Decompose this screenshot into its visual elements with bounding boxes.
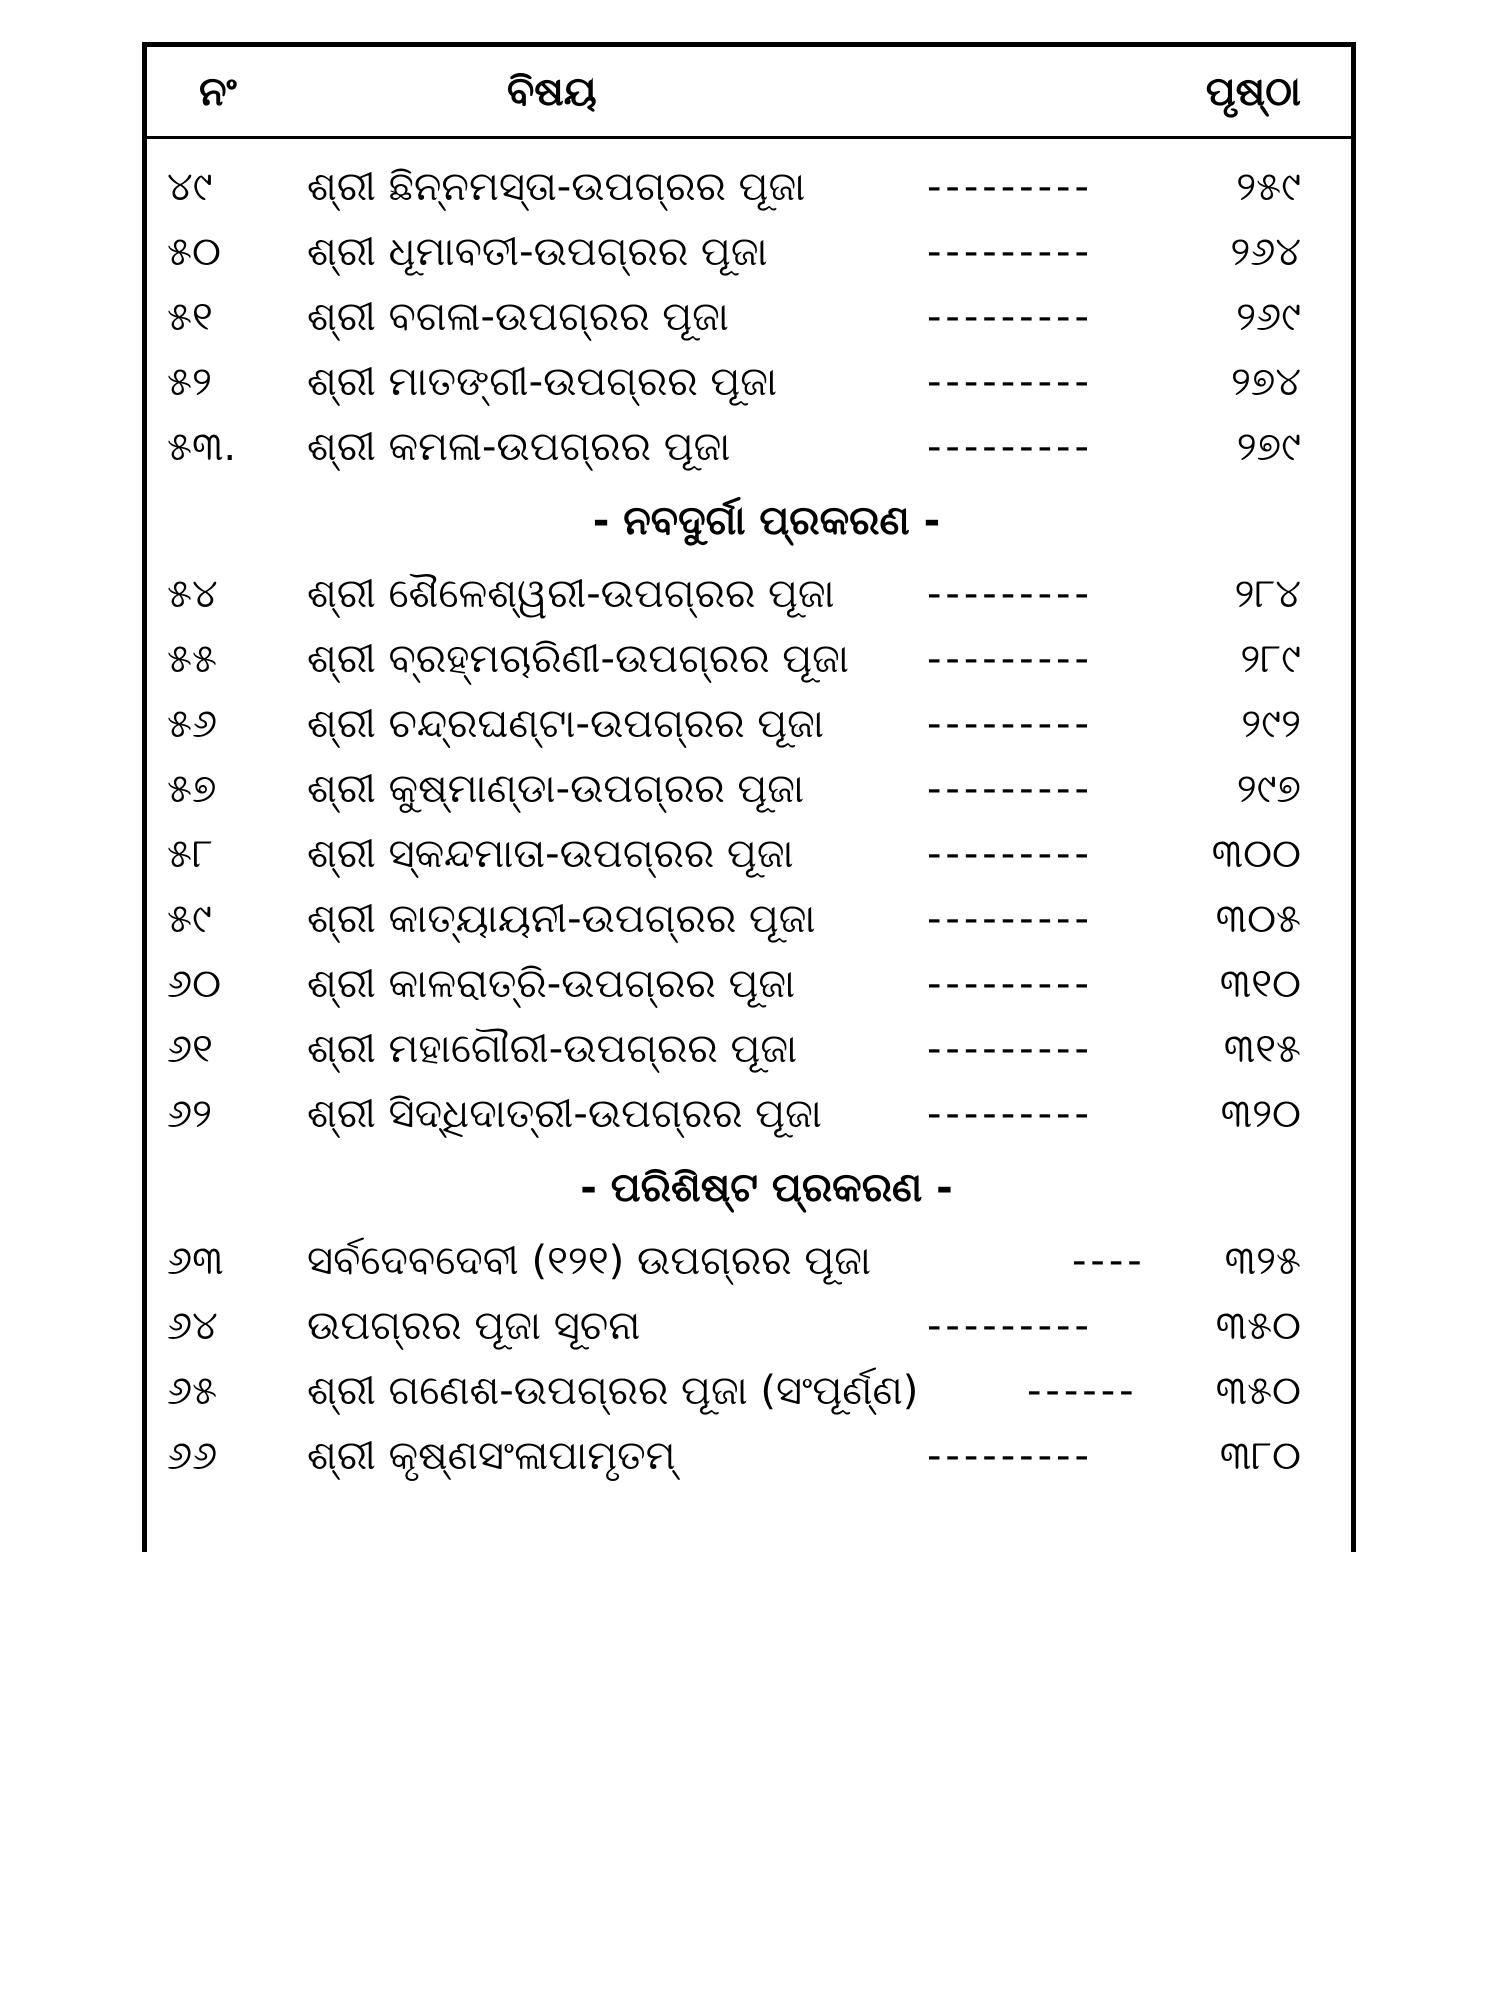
toc-row [147, 952, 1351, 1017]
entry-title: ସର୍ବଦେବଦେବୀ (୧୨୧) ଉପଗ୍ରର ପୂଜା [307, 1238, 871, 1284]
entry-title: ଶ୍ରୀ ବ୍ରହ୍ମଚାରିଣୀ-ଉପଗ୍ରର ପୂଜା [307, 636, 849, 682]
entry-number: ୬୩ [167, 1238, 224, 1284]
entry-number: ୫୩. [167, 424, 237, 470]
leader-dashes: --------- [927, 294, 1093, 340]
leader-dashes: --------- [927, 1433, 1093, 1479]
toc-header [147, 47, 1351, 139]
entry-number: ୬୪ [167, 1303, 218, 1349]
entry-page: ୨୯୨ [1241, 701, 1301, 747]
leader-dashes: --------- [927, 1303, 1093, 1349]
entry-number: ୫୨ [167, 359, 212, 405]
entry-page: ୨୬୪ [1230, 229, 1301, 275]
leader-dashes: ------ [1027, 1368, 1138, 1414]
entry-page: ୩୦୦ [1211, 831, 1301, 877]
entry-number: ୪୯ [167, 164, 213, 210]
toc-row [147, 350, 1351, 415]
toc-row [147, 1229, 1351, 1294]
entry-page: ୩୧୫ [1223, 1026, 1301, 1072]
toc-row [147, 285, 1351, 350]
entry-title: ଶ୍ରୀ ଗଣେଶ-ଉପଗ୍ରର ପୂଜା (ସଂପୂର୍ଣ୍ଣ) [307, 1368, 919, 1414]
toc-row [147, 155, 1351, 220]
entry-number: ୬୬ [167, 1433, 218, 1479]
entry-title: ଉପଗ୍ରର ପୂଜା ସୂଚନା [307, 1303, 641, 1349]
entry-title: ଶ୍ରୀ ସିଦ୍ଧିଦାତ୍ରୀ-ଉପଗ୍ରର ପୂଜା [307, 1091, 822, 1137]
entry-number: ୬୫ [167, 1368, 218, 1414]
entry-number: ୫୪ [167, 571, 218, 617]
toc-row [147, 627, 1351, 692]
entry-page: ୩୮୦ [1219, 1433, 1301, 1479]
toc-row [147, 692, 1351, 757]
section-heading-parishishta: - ପରିଶିଷ୍ଟ ପ୍ରକରଣ - [580, 1165, 953, 1211]
toc-body [147, 155, 1351, 1489]
entry-title: ଶ୍ରୀ ସ୍କନ୍ଦମାତା-ଉପଗ୍ରର ପୂଜା [307, 831, 794, 877]
leader-dashes: --------- [927, 1091, 1093, 1137]
entry-page: ୩୫୦ [1215, 1303, 1301, 1349]
entry-title: ଶ୍ରୀ କୁଷ୍ମାଣ୍ଡା-ଉପଗ୍ରର ପୂଜା [307, 766, 805, 812]
entry-title: ଶ୍ରୀ ଚନ୍ଦ୍ରଘଣ୍ଟା-ଉପଗ୍ରର ପୂଜା [307, 701, 824, 747]
entry-page: ୩୫୦ [1215, 1368, 1301, 1414]
toc-row [147, 1017, 1351, 1082]
entry-title: ଶ୍ରୀ ଧୂମାବତୀ-ଉପଗ୍ରର ପୂଜା [307, 229, 768, 275]
leader-dashes: --------- [927, 229, 1093, 275]
toc-row [147, 757, 1351, 822]
entry-title: ଶ୍ରୀ ମାତଙ୍ଗୀ-ଉପଗ୍ରର ପୂଜା [307, 359, 778, 405]
entry-number: ୫୮ [167, 831, 213, 877]
leader-dashes: --------- [927, 896, 1093, 942]
entry-page: ୨୭୪ [1230, 359, 1301, 405]
toc-row [147, 887, 1351, 952]
entry-number: ୬୦ [167, 961, 222, 1007]
leader-dashes: --------- [927, 164, 1093, 210]
entry-page: ୩୨୫ [1224, 1238, 1301, 1284]
entry-page: ୨୬୯ [1236, 294, 1301, 340]
leader-dashes: --------- [927, 571, 1093, 617]
entry-number: ୫୯ [167, 896, 212, 942]
entry-page: ୩୨୦ [1220, 1091, 1301, 1137]
entry-page: ୨୯୭ [1236, 766, 1301, 812]
toc-row [147, 1082, 1351, 1147]
entry-title: ଶ୍ରୀ କାଳରାତ୍ରି-ଉପଗ୍ରର ପୂଜା [307, 961, 796, 1007]
toc-row [147, 1294, 1351, 1359]
leader-dashes: --------- [927, 1026, 1093, 1072]
entry-title: ଶ୍ରୀ ବଗଳା-ଉପଗ୍ରର ପୂଜା [307, 294, 729, 340]
entry-title: ଶ୍ରୀ ମହାଗୌରୀ-ଉପଗ୍ରର ପୂଜା [307, 1026, 798, 1072]
entry-page: ୨୫୯ [1236, 164, 1301, 210]
leader-dashes: --------- [927, 831, 1093, 877]
entry-number: ୫୧ [167, 294, 213, 340]
entry-number: ୫୫ [167, 636, 217, 682]
header-subject: ବିଷୟ [507, 69, 597, 115]
leader-dashes: --------- [927, 961, 1093, 1007]
entry-number: ୫୦ [167, 229, 221, 275]
entry-title: ଶ୍ରୀ ଛିନ୍ନମସ୍ତା-ଉପଗ୍ରର ପୂଜା [307, 164, 806, 210]
entry-page: ୩୦୫ [1215, 896, 1301, 942]
leader-dashes: --------- [927, 636, 1093, 682]
entry-number: ୬୨ [167, 1091, 213, 1137]
entry-page: ୨୮୯ [1240, 636, 1301, 682]
toc-row [147, 822, 1351, 887]
header-number: ନଂ [199, 69, 237, 115]
header-page: ପୃଷ୍ଠା [1205, 69, 1301, 115]
leader-dashes: --------- [927, 359, 1093, 405]
leader-dashes: --------- [927, 766, 1093, 812]
entry-number: ୬୧ [167, 1026, 213, 1072]
entry-title: ଶ୍ରୀ କମଳା-ଉପଗ୍ରର ପୂଜା [307, 424, 731, 470]
toc-frame [142, 42, 1356, 1552]
leader-dashes: --------- [927, 424, 1093, 470]
toc-row [147, 415, 1351, 480]
entry-title: ଶ୍ରୀ କାତ୍ୟାୟନୀ-ଉପଗ୍ରର ପୂଜା [307, 896, 816, 942]
entry-page: ୩୧୦ [1219, 961, 1301, 1007]
entry-title: ଶ୍ରୀ କୃଷ୍ଣସଂଳାପାମୃତମ୍ [307, 1433, 676, 1479]
entry-page: ୨୭୯ [1236, 424, 1301, 470]
entry-page: ୨୮୪ [1234, 571, 1301, 617]
section-heading-navadurga: - ନବଦୁର୍ଗା ପ୍ରକରଣ - [592, 498, 941, 544]
entry-number: ୫୬ [167, 701, 218, 747]
leader-dashes: --------- [927, 701, 1093, 747]
entry-number: ୫୭ [167, 766, 217, 812]
toc-row [147, 220, 1351, 285]
leader-dashes: ---- [1072, 1238, 1146, 1284]
toc-row [147, 1359, 1351, 1424]
toc-row [147, 562, 1351, 627]
entry-title: ଶ୍ରୀ ଶୈଳେଶ୍ୱରୀ-ଉପଗ୍ରର ପୂଜା [307, 571, 835, 617]
toc-row [147, 1424, 1351, 1489]
